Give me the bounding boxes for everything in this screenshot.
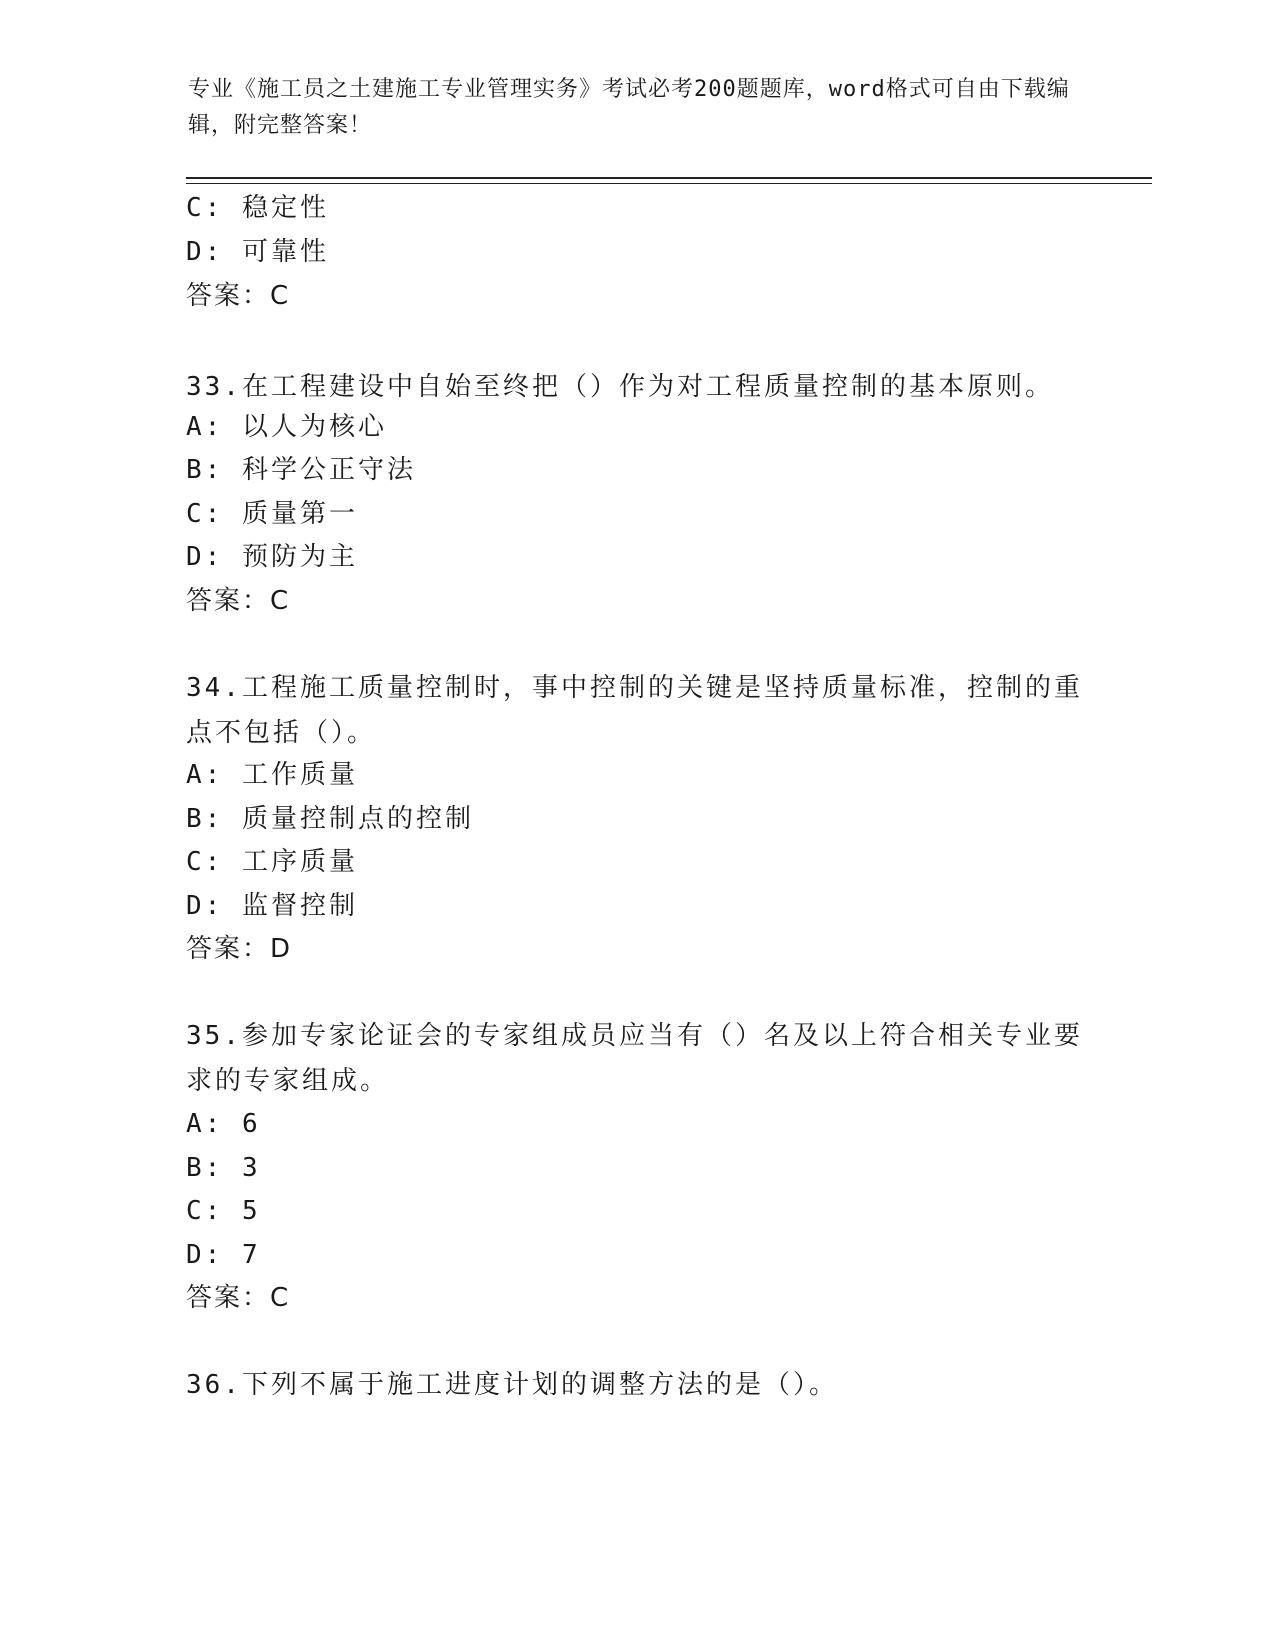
option-b: B: 质量控制点的控制 — [186, 804, 474, 834]
question-stem-35: 35.参加专家论证会的专家组成员应当有（）名及以上符合相关专业要求的专家组成。 — [186, 1021, 1083, 1096]
option-a: A: 6 — [186, 1109, 261, 1139]
option-c: C: 5 — [186, 1196, 261, 1226]
question-stem-36: 36.下列不属于施工进度计划的调整方法的是（）。 — [186, 1370, 838, 1400]
question-stem-33: 33.在工程建设中自始至终把（）作为对工程质量控制的基本原则。 — [186, 372, 1054, 402]
option-d: D: 监督控制 — [186, 891, 358, 921]
answer: 答案：D — [186, 934, 293, 964]
header-divider-thick — [186, 177, 1152, 179]
question-stem-34: 34.工程施工质量控制时，事中控制的关键是坚持质量标准，控制的重点不包括（）。 — [186, 673, 1083, 748]
option-c: C: 稳定性 — [186, 193, 329, 223]
option-c: C: 工序质量 — [186, 847, 358, 877]
option-a: A: 工作质量 — [186, 760, 358, 790]
option-c: C: 质量第一 — [186, 499, 358, 529]
option-d: D: 7 — [186, 1240, 261, 1270]
header-divider-thin — [186, 183, 1152, 184]
option-d: D: 预防为主 — [186, 542, 358, 572]
option-b: B: 3 — [186, 1153, 261, 1183]
option-a: A: 以人为核心 — [186, 412, 387, 442]
option-b: B: 科学公正守法 — [186, 455, 416, 485]
document-header: 专业《施工员之土建施工专业管理实务》考试必考200题题库，word格式可自由下载编辑，附完整答案！ — [188, 77, 1070, 138]
answer: 答案：C — [186, 281, 291, 311]
answer: 答案：C — [186, 1283, 291, 1313]
answer: 答案：C — [186, 586, 291, 616]
option-d: D: 可靠性 — [186, 237, 329, 267]
